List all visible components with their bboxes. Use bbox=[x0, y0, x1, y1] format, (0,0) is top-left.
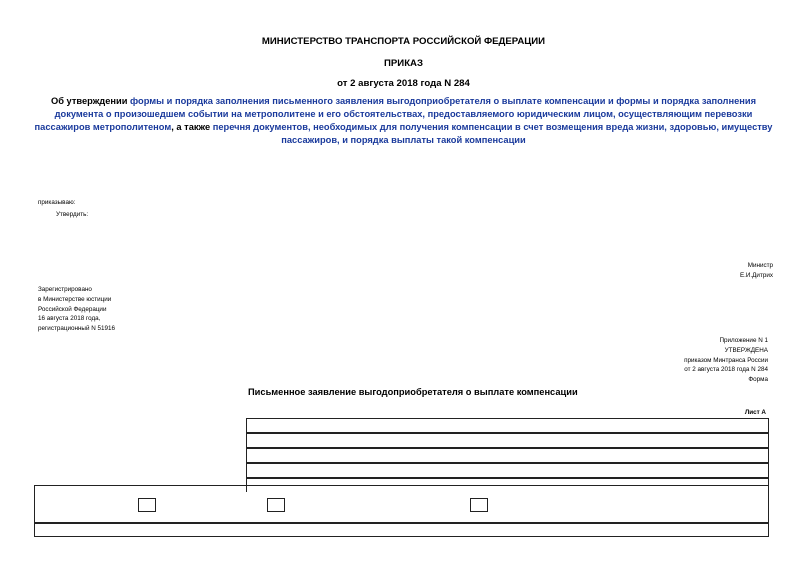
form-field-6 bbox=[34, 485, 769, 523]
appendix-line: Приложение N 1 bbox=[719, 337, 768, 344]
ministry-title: МИНИСТЕРСТВО ТРАНСПОРТА РОССИЙСКОЙ ФЕДЕРАЦИИ bbox=[261, 36, 546, 47]
minister-name: Е.И.Дитрих bbox=[739, 272, 773, 279]
subject-link-list[interactable]: перечня документов, необходимых для получения компенсации в счет возмещения вреда жизни, здоровью, имуществу пассажиров, и порядка выплаты такой компенсации bbox=[212, 122, 773, 145]
order-word: приказываю: bbox=[38, 199, 76, 206]
registration-block bbox=[38, 285, 115, 334]
harm-health-checkbox[interactable] bbox=[267, 498, 285, 512]
form-field-1[interactable] bbox=[246, 418, 769, 433]
form-field-7[interactable] bbox=[34, 523, 769, 537]
appendix-block bbox=[684, 336, 768, 385]
registration-line: в Министерстве юстиции bbox=[38, 295, 112, 303]
sheet-label: Лист А bbox=[744, 409, 766, 416]
registration-line: 16 августа 2018 года, bbox=[38, 315, 101, 323]
subject-text-1: Об утверждении bbox=[51, 96, 131, 106]
document-date-number: от 2 августа 2018 года N 284 bbox=[337, 78, 470, 89]
registration-line: регистрационный N 51916 bbox=[38, 325, 116, 333]
form-field-3[interactable] bbox=[246, 448, 769, 463]
subject-link-forms[interactable]: формы и порядка заполнения письменного заявления выгодоприобретателя о выплате компенсации и формы и порядка заполнения документа о произошедшем событии на метрополитене и его обстоятельствах, предоставляемого юридическим лицом, осуществляющим перевозки пассажиров метрополитеном bbox=[34, 96, 756, 132]
form-field-4[interactable] bbox=[246, 463, 769, 478]
harm-property-checkbox[interactable] bbox=[470, 498, 488, 512]
approve-word: Утвердить: bbox=[56, 211, 89, 218]
minister-title: Министр bbox=[747, 262, 773, 269]
subject-text-2: , а также bbox=[171, 122, 213, 132]
form-title: Письменное заявление выгодоприобретателя о выплате компенсации bbox=[248, 387, 578, 397]
registration-line: Российской Федерации bbox=[38, 305, 107, 313]
form-field-2[interactable] bbox=[246, 433, 769, 448]
registration-line: Зарегистрировано bbox=[38, 286, 92, 293]
appendix-line: УТВЕРЖДЕНА bbox=[724, 346, 768, 354]
minister-signature bbox=[740, 261, 773, 281]
document-type: ПРИКАЗ bbox=[384, 58, 423, 69]
appendix-line: Форма bbox=[748, 376, 768, 384]
harm-life-checkbox[interactable] bbox=[138, 498, 156, 512]
order-subject bbox=[32, 95, 775, 147]
appendix-line: приказом Минтранса России bbox=[684, 356, 768, 364]
appendix-line: от 2 августа 2018 года N 284 bbox=[684, 366, 768, 374]
